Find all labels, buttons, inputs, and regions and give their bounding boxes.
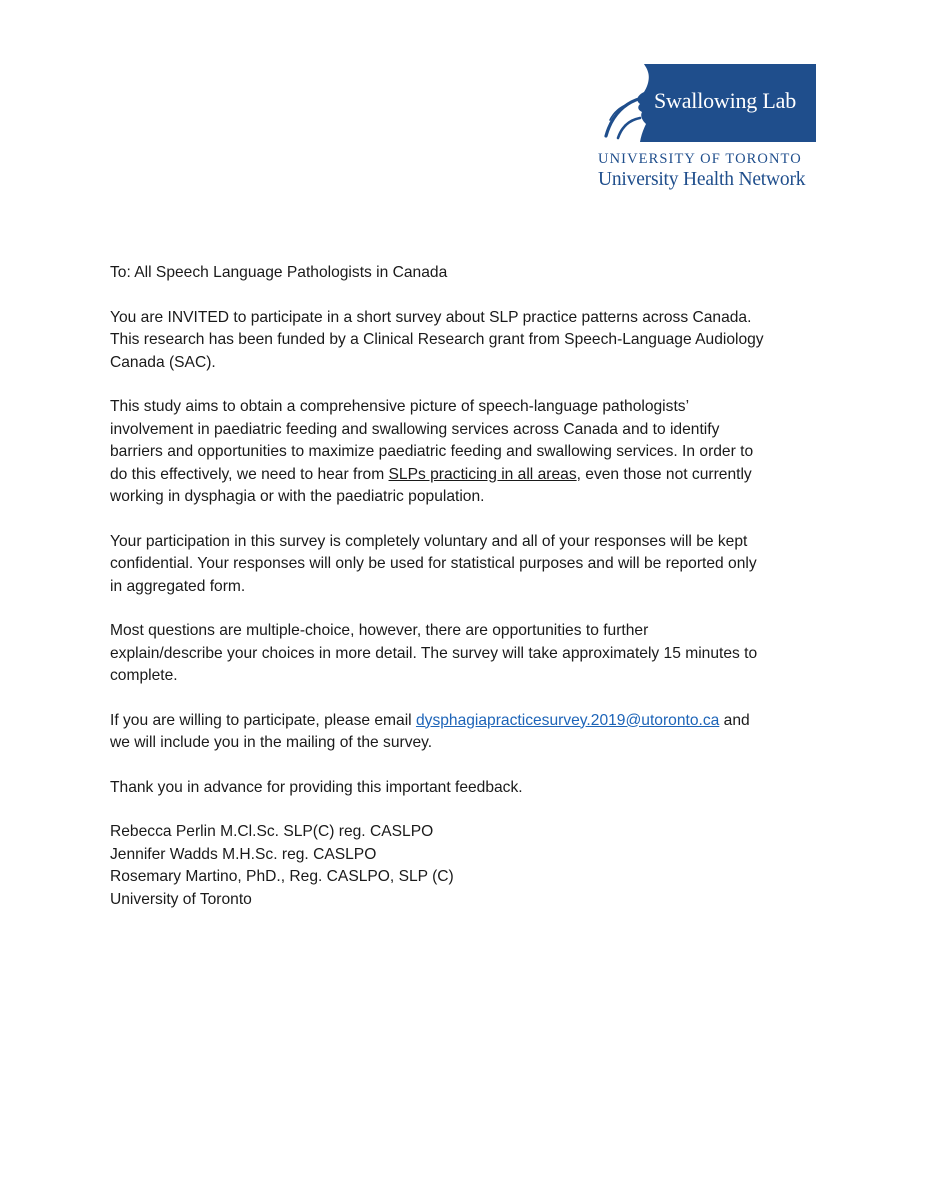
paragraph-line: [110, 710, 830, 733]
swallowing-lab-logo: [600, 64, 816, 142]
signature-block: [110, 821, 830, 911]
paragraph-line: This research has been funded by a Clinical Research grant from Speech-Language Audiology: [110, 331, 764, 348]
paragraph-line: explain/describe your choices in more detail. The survey will take approximately 15 minutes to: [110, 644, 758, 662]
thanks-paragraph: [110, 777, 830, 800]
signature-line: Rebecca Perlin M.Cl.Sc. SLP(C) reg. CASLPO: [110, 823, 434, 840]
text-segment: , even those not currently: [576, 465, 752, 483]
paragraph-line: working in dysphagia or with the paediatric population.: [110, 488, 485, 505]
paragraph-line: we will include you in the mailing of the survey.: [110, 734, 433, 751]
paragraph-line: Most questions are multiple-choice, however, there are opportunities to further: [110, 622, 649, 639]
paragraph-line: Canada (SAC).: [110, 353, 216, 371]
paragraph-line: complete.: [110, 667, 178, 684]
letterhead: [598, 64, 816, 191]
invitation-paragraph: [110, 307, 830, 375]
paragraph-line: in aggregated form.: [110, 577, 246, 595]
university-name: UNIVERSITY OF TORONTO: [598, 151, 802, 167]
signature-line: Rosemary Martino, PhD., Reg. CASLPO, SLP (C): [110, 868, 454, 885]
email-link[interactable]: dysphagiapracticesurvey.2019@utoronto.ca: [415, 711, 720, 729]
paragraph-line: Your participation in this survey is completely voluntary and all of your responses will be kept: [110, 532, 748, 550]
paragraph-line: [110, 464, 830, 487]
paragraph-line: involvement in paediatric feeding and swallowing services across Canada and to identify: [110, 420, 720, 438]
text-segment: do this effectively, we need to hear from: [110, 465, 389, 483]
paragraph-line: You are INVITED to participate in a short survey about SLP practice patterns across Canada.: [110, 308, 752, 326]
recipient-line: [110, 262, 830, 285]
paragraph-line: This study aims to obtain a comprehensive picture of speech-language pathologists’: [110, 398, 690, 415]
confidentiality-paragraph: [110, 531, 830, 599]
study-aims-paragraph: [110, 396, 830, 509]
signature-line: Jennifer Wadds M.H.Sc. reg. CASLPO: [110, 845, 377, 863]
text-segment: and: [719, 711, 750, 729]
underlined-emphasis: SLPs practicing in all areas: [388, 465, 577, 483]
signature-line: University of Toronto: [110, 890, 252, 908]
text-segment: If you are willing to participate, please email: [110, 711, 416, 729]
paragraph-line: confidential. Your responses will only be used for statistical purposes and will be reported only: [110, 555, 757, 572]
paragraph-line: barriers and opportunities to maximize paediatric feeding and swallowing services. In order to: [110, 443, 754, 460]
network-name: University Health Network: [598, 169, 806, 190]
survey-format-paragraph: [110, 620, 830, 688]
letter-body: [110, 262, 830, 933]
logo-text: Swallowing Lab: [654, 88, 797, 113]
thanks-text: Thank you in advance for providing this important feedback.: [110, 778, 523, 796]
contact-paragraph: [110, 710, 830, 755]
recipient-text: To: All Speech Language Pathologists in Canada: [110, 264, 448, 281]
